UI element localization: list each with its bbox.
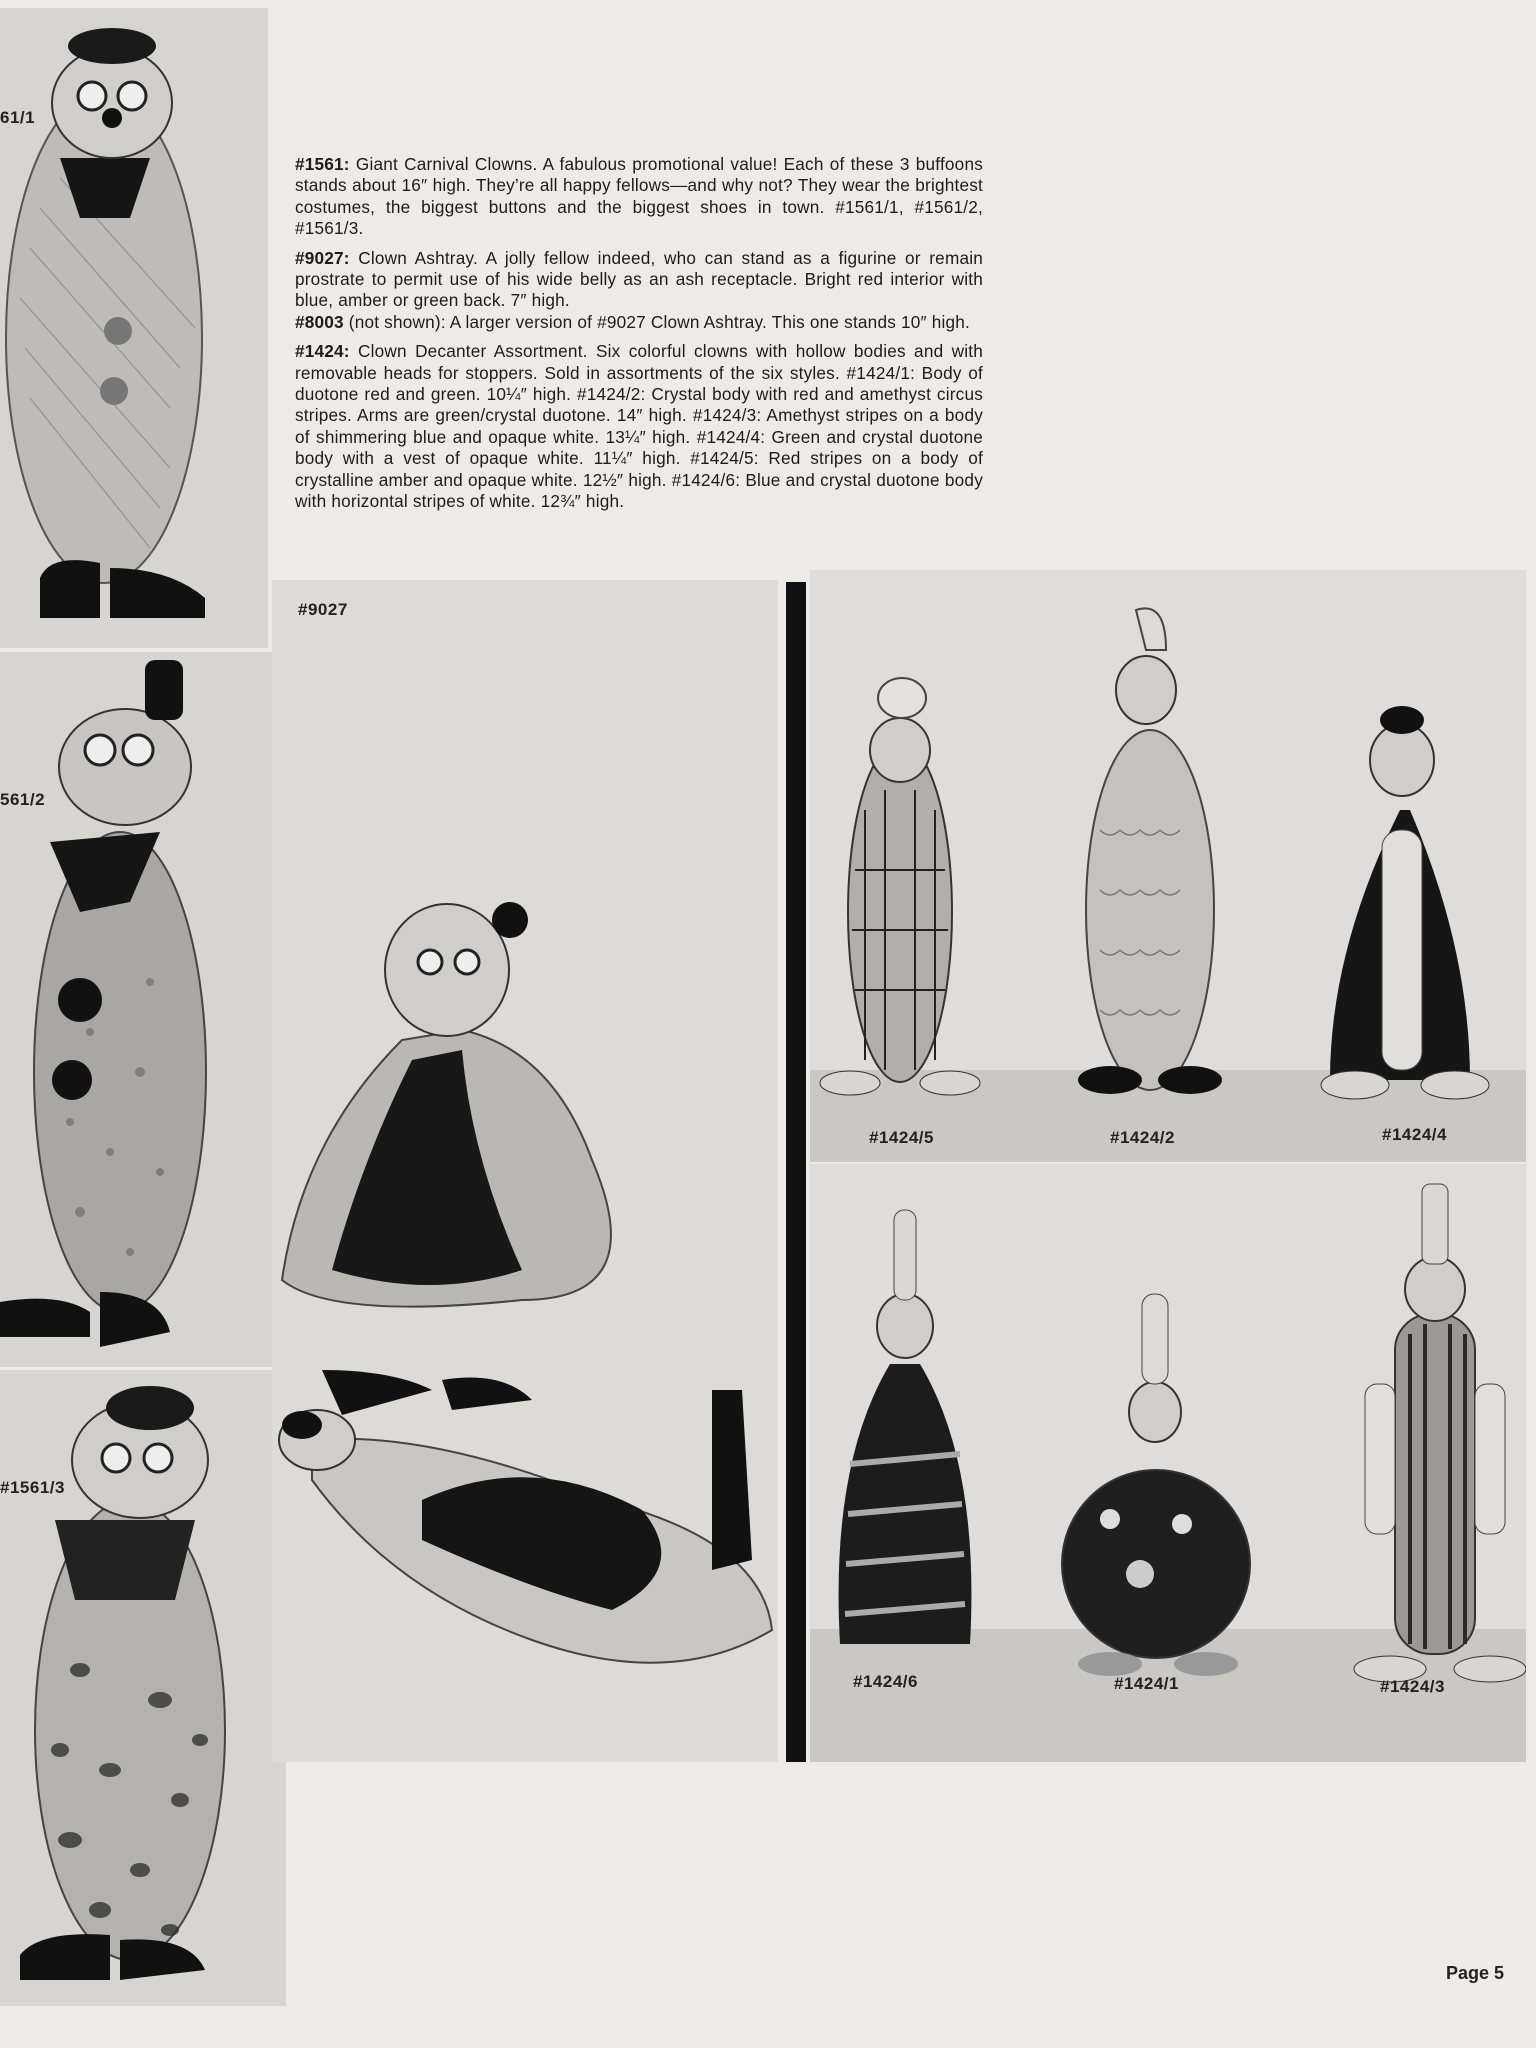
product-code: #9027: [295,247,350,268]
paragraph-8003 [295,312,983,333]
ashtray-illustration [272,580,778,1762]
product-text: Giant Carnival Clowns. A fabulous promotional value! Each of these 3 buffoons stands about 16″ high. They’re all happy fellows—and why not? They wear the brightest costumes, the biggest buttons and the biggest shoes in town. #1561/1, #1561/2, #1561/3. [295,154,983,239]
photo-clown-1561-3 [0,1370,286,2006]
product-text: Clown Ashtray. A jolly fellow indeed, who can stand as a figurine or remain prostrate to permit use of his wide belly as an ash receptacle. Bright red interior with blue, amber or green back. 7″ high. [295,247,983,311]
paragraph-1424 [295,341,983,512]
paragraph-1561 [295,154,983,240]
product-code: #1424: [295,341,350,362]
product-code: #1561: [295,154,350,174]
product-text: (not shown): A larger version of #9027 Clown Ashtray. This one stands 10″ high. [343,311,971,332]
product-text: Clown Decanter Assortment. Six colorful clowns with hollow bodies and with removable heads for stoppers. Sold in assortments of the six styles. #1424/1: Body of duotone red and green. 10¼″ high. #1424/2: Crystal body with red and amethyst circus stripes. Arms are green/crystal duotone. 14″ high. #1424/3: Amethyst stripes on a body of shimmering blue and opaque white. 13¼″ high. #1424/4: Green and crystal duotone body with a vest of opaque white. 11¼″ high. #1424/5: Red stripes on a body of crystalline amber and opaque white. 12½″ high. #1424/6: Blue and crystal duotone body with horizontal stripes of white. 12¾″ high. [295,341,983,512]
decanters-illustration [810,570,1526,1162]
caption-1561-1: 61/1 [0,108,36,127]
page-number: Page 5 [1445,1963,1504,1983]
product-code: #8003 [295,311,344,332]
clown-figurine-illustration [0,1370,286,2006]
clown-figurine-illustration [0,652,272,1367]
photo-clown-1561-1 [0,8,268,648]
caption-1561-3: #1561/3 [0,1478,65,1497]
caption-1424-4: #1424/4 [1382,1125,1447,1144]
vertical-rule [786,582,806,1762]
caption-1424-5: #1424/5 [869,1128,934,1147]
photo-decanters-top-row [810,570,1526,1162]
product-description [295,154,983,521]
photo-clown-1561-2 [0,652,272,1367]
clown-figurine-illustration [0,8,268,648]
caption-9027: #9027 [298,600,348,619]
caption-1424-3: #1424/3 [1380,1677,1445,1696]
paragraph-9027 [295,248,983,312]
caption-1424-1: #1424/1 [1114,1674,1179,1693]
caption-1424-6: #1424/6 [853,1672,918,1691]
photo-clown-ashtray-9027 [272,580,778,1762]
caption-1424-2: #1424/2 [1110,1128,1175,1147]
caption-1561-2: 561/2 [0,790,46,809]
